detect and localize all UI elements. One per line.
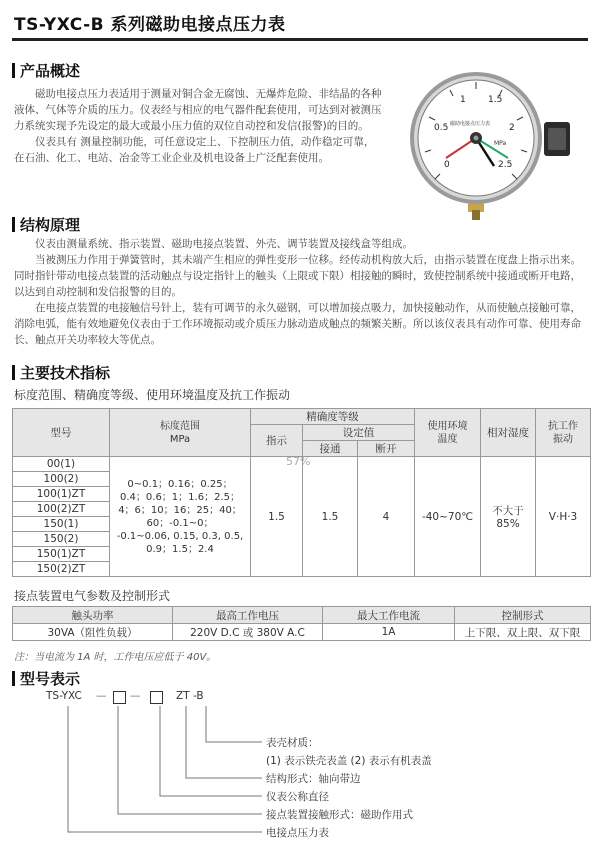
vibration-value: V·H·3 xyxy=(536,457,591,577)
model-label-product: 电接点压力表 xyxy=(266,827,329,839)
elec-value: 上下限、双上限、双下限 xyxy=(455,624,591,641)
section-heading-principle xyxy=(12,214,80,235)
section-bar xyxy=(12,217,15,232)
elec-header: 触头功率 xyxy=(13,607,173,624)
tick-label: 0 xyxy=(444,160,450,170)
header-vibration-line1: 抗工作 xyxy=(548,420,579,432)
model-label-diameter: 仪表公称直径 xyxy=(266,791,329,803)
section-bar xyxy=(12,671,15,686)
pressure-gauge-image xyxy=(398,62,578,222)
elec-value: 220V D.C 或 380V A.C xyxy=(173,624,323,641)
model-cell: 100(1)ZT xyxy=(13,487,110,502)
overview-text xyxy=(14,86,384,166)
header-indication: 指示 xyxy=(251,425,303,457)
header-model: 型号 xyxy=(13,409,110,457)
model-cell: 150(2)ZT xyxy=(13,562,110,577)
indication-value: 1.5 xyxy=(251,457,303,577)
tick-label: 1 xyxy=(460,95,466,105)
principle-paragraph-3: 在电接点装置的电接触信号针上，装有可调节的永久磁钢，可以增加接点吸力，加快接触动作，从而使触点接触可靠，消除电弧，能有效地避免仪表由于工作环境振动或介质压力脉动造成触点的频繁关断。所以该仪表具有动作可靠、使用寿命长、触点开关功率较大等优点。 xyxy=(14,302,581,346)
humidity-line2: 85% xyxy=(496,518,520,530)
humidity-line1: 不大于 xyxy=(492,505,524,517)
overview-paragraph-2: 仪表具有 测量控制功能，可任意设定上、下控制压力值，动作稳定可靠，在石油、化工、电站、冶金等工业企业及机电设备上广泛配套使用。 xyxy=(14,136,375,164)
tick-label: 1.5 xyxy=(488,95,503,105)
range-line: 0~0.1；0.16；0.25； xyxy=(127,478,233,490)
model-cell: 100(2)ZT xyxy=(13,502,110,517)
elec-table xyxy=(12,606,591,641)
header-accuracy: 精确度等级 xyxy=(251,409,415,425)
model-cell: 00(1) xyxy=(13,457,110,472)
header-range-line1: 标度范围 xyxy=(160,420,200,432)
elec-header: 最高工作电压 xyxy=(173,607,323,624)
tick-label: 2 xyxy=(509,123,515,133)
dial-unit: MPa xyxy=(494,140,507,147)
range-line: 0.4；0.6；1；1.6；2.5； xyxy=(120,491,240,503)
model-cell: 150(2) xyxy=(13,532,110,547)
model-code-dash: — xyxy=(130,690,141,702)
principle-text xyxy=(14,236,586,348)
elec-subtitle: 接点装置电气参数及控制形式 xyxy=(14,589,171,603)
section-heading-text: 型号表示 xyxy=(20,670,81,688)
model-code-suffix: ZT -B xyxy=(176,690,204,702)
header-temperature xyxy=(415,409,481,457)
page-title: TS-YXC-B 系列磁助电接点压力表 xyxy=(14,15,286,35)
spec-table xyxy=(12,408,591,577)
header-vibration-line2: 振动 xyxy=(553,433,574,445)
tick-label: 2.5 xyxy=(498,160,513,170)
section-heading-model xyxy=(12,668,80,689)
tick-label: 0.5 xyxy=(434,123,449,133)
title-rule xyxy=(12,38,588,41)
range-line: 4；6；10；16；25；40； xyxy=(118,504,242,516)
overview-paragraph-1: 磁助电接点压力表适用于测量对铜合金无腐蚀、无爆炸危险、非结晶的各种液体、气体等介质的压力。仪表经与相应的电气器件配套使用，可达到对被测压力系统实现予先设定的最大或最小压力值的双位自动控和发信(报警)的目的。 xyxy=(14,88,382,132)
model-label-contact: 接点装置接触形式：磁助作用式 xyxy=(266,809,413,821)
range-line: -0.1~0.06, 0.15, 0.3, 0.5, xyxy=(116,530,244,542)
section-heading-text: 产品概述 xyxy=(20,62,81,80)
elec-value: 30VA（阻性负载） xyxy=(13,624,173,641)
section-bar xyxy=(12,365,15,380)
header-temperature-line1: 使用环境 xyxy=(427,420,468,432)
model-label-case: 表壳材质： xyxy=(266,737,319,749)
elec-note: 注：当电流为 1A 时，工作电压应低于 40V。 xyxy=(14,652,217,663)
model-label-case-options: (1) 表示铁壳表盖 (2) 表示有机表盖 xyxy=(266,755,432,767)
elec-header: 最大工作电流 xyxy=(323,607,455,624)
elec-value: 1A xyxy=(323,624,455,641)
model-code-dash: — xyxy=(96,690,107,702)
model-label-structure: 结构形式：轴向带边 xyxy=(266,773,361,785)
elec-header: 控制形式 xyxy=(455,607,591,624)
temperature-value: -40~70℃ xyxy=(415,457,481,577)
section-bar xyxy=(12,63,15,78)
section-heading-text: 结构原理 xyxy=(20,216,81,234)
range-line: 0.9；1.5；2.4 xyxy=(146,543,214,555)
dial-brand: 磁助电接点压力表 xyxy=(450,121,491,127)
header-temperature-line2: 温度 xyxy=(437,433,458,445)
model-code-prefix: TS-YXC xyxy=(46,690,82,702)
humidity-value xyxy=(481,457,536,577)
tech-subtitle: 标度范围、精确度等级、使用环境温度及抗工作振动 xyxy=(14,388,291,402)
model-cell: 150(1) xyxy=(13,517,110,532)
zoom-watermark: 57% xyxy=(286,455,311,468)
principle-paragraph-2: 当被测压力作用于弹簧管时，其未端产生相应的弹性变形一位移。经传动机构放大后，由指示装置在度盘上指示出来。同时指针带动电接点装置的活动触点与设定指针上的触头（上限或下限）相接触的瞬时，致使控制系统中接通或断开电路，以达到自动控制和发信报警的目的。 xyxy=(14,254,581,298)
model-cell: 100(2) xyxy=(13,472,110,487)
off-value: 4 xyxy=(358,457,415,577)
section-heading-overview xyxy=(12,60,80,81)
range-cell xyxy=(110,457,251,577)
range-line: 60；-0.1~0； xyxy=(146,517,214,529)
principle-paragraph-1: 仪表由测量系统、指示装置、磁助电接点装置、外壳、调节装置及接线盒等组成。 xyxy=(35,238,413,250)
on-value: 1.5 xyxy=(303,457,358,577)
model-cell: 150(1)ZT xyxy=(13,547,110,562)
header-vibration xyxy=(536,409,591,457)
header-setpoint: 设定值 xyxy=(303,425,415,441)
section-heading-text: 主要技术指标 xyxy=(20,364,111,382)
header-humidity: 相对湿度 xyxy=(481,409,536,457)
section-heading-tech xyxy=(12,362,110,383)
header-on: 接通 xyxy=(303,441,358,457)
header-range xyxy=(110,409,251,457)
header-range-line2: MPa xyxy=(169,433,191,445)
header-off: 断开 xyxy=(358,441,415,457)
